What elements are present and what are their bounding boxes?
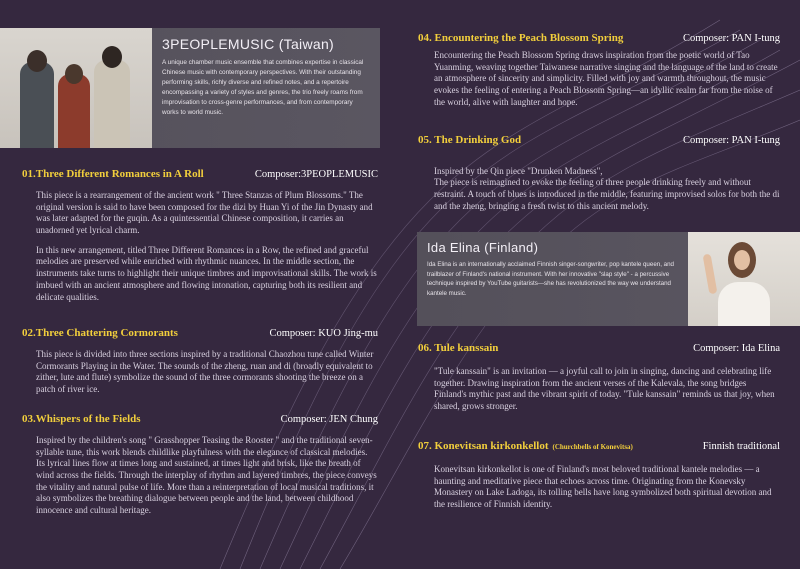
piece-description: This piece is a rearrangement of the ancient work " Three Stanzas of Plum Blossoms." The original version is said to have been composed for the dizi by Huan Yi of the Jin Dynasty and was later adapted for the guqin. As a quintessential Chinese composition, it carries an unadorned yet lyrical charm. xyxy=(36,190,373,236)
piece-composer: Finnish traditional xyxy=(702,441,780,452)
artist-description: Ida Elina is an internationally acclaimed Finnish singer-songwriter, pop kantele queen, and trailblazer of Finland's national instrument. With her innovative "slap style" - a percussive technique inspired by YouTube guitarists—she has revolutionized the way we understand kantele music. xyxy=(427,261,674,297)
piece-title: 05. The Drinking God xyxy=(418,134,522,146)
piece-title: 07. Konevitsan kirkonkellot xyxy=(418,440,549,452)
piece-05 xyxy=(418,134,780,224)
piece-composer: Composer: PAN I-tung xyxy=(682,33,780,44)
artist-name: Ida Elina (Finland) xyxy=(427,240,539,255)
piece-title: 01.Three Different Romances in A Roll xyxy=(22,168,204,180)
piece-description: Inspired by the Qin piece "Drunken Madness", The piece is reimagined to evoke the feeling of three people drinking freely and without restraint. A touch of blues is introduced in the middle, featuring improvised solos for both the di and the zheng, bringing a fresh twist to this ancient melody. xyxy=(434,165,780,211)
piece-description: In this new arrangement, titled Three Different Romances in a Row, the refined and graceful melodies are preserved while enriched with rhythmic nuances. In the middle section, the instruments take turns to highlight their unique timbres and improvisational skills. The work is imbued with an ancient atmosphere and flowing intonation, capturing both its resilient and delicate qualities. xyxy=(36,244,377,302)
piece-01 xyxy=(22,168,378,303)
piece-04 xyxy=(418,32,780,108)
piece-composer: Composer: JEN Chung xyxy=(280,414,378,425)
piece-title: 03.Whispers of the Fields xyxy=(22,413,141,425)
piece-03 xyxy=(22,413,378,517)
ensemble-description: A unique chamber music ensemble that combines expertise in classical Chinese music with contemporary perspectives. With their outstanding performing skills, richly diverse and refined notes, and a repertoire encompassing a variety of styles and genres, the trio freely roams from improvisation to cross-genre performances, and from contemporary works to world music. xyxy=(162,59,364,116)
piece-description: Inspired by the children's song " Grasshopper Teasing the Rooster " and the traditional seven-syllable tune, this work blends childlike playfulness with the elegance of classical melodies. Its lyrical lines flow at times long and sustained, at times light and brisk, like the breath of wind across the fields. Through the interplay of rhythm and layered timbres, the piece conveys the vitality and natural pulse of life. More than a reinterpretation of local musical traditions, it also symbolizes the breathing dialogue between people and the land, between childhood innocence and cultural heritage. xyxy=(36,435,377,516)
piece-composer: Composer: PAN I-tung xyxy=(682,135,780,146)
piece-title: 04. Encountering the Peach Blossom Spring xyxy=(418,32,624,44)
piece-06 xyxy=(418,342,780,413)
piece-description: Encountering the Peach Blossom Spring draws inspiration from the poetic world of Tao Yuanming, weaving together Taiwanese narrative singing and the language of the land to create an atmosphere of sincerity and simplicity. Filled with joy and warmth throughout, the music evokes the feeling of entering a Peach Blossom Spring—an idyllic realm far from the noise of the world, alive with laughter and hope. xyxy=(434,50,778,107)
piece-07 xyxy=(418,440,780,511)
piece-description: Konevitsan kirkonkellot is one of Finland's most beloved traditional kantele melodies — a haunting and meditative piece that echoes across time. Originating from the Konevsky Monastery on Lake Ladoga, its tolling bells have long symbolized both spiritual devotion and the resilience of Finnish identity. xyxy=(434,464,772,510)
piece-title: 06. Tule kanssain xyxy=(418,342,499,354)
piece-composer: Composer: KUO Jing-mu xyxy=(269,328,378,339)
piece-title: 02.Three Chattering Cormorants xyxy=(22,327,178,339)
piece-subtitle: (Churchbells of Konevitsa) xyxy=(552,443,633,451)
ensemble-card-3peoplemusic xyxy=(0,28,380,148)
piece-description: This piece is divided into three sections inspired by a traditional Chaozhou tune called Winter Cormorants Playing in the Water. The sounds of the zheng, ruan and di (broadly equivalent to zither, lute and flute) symbolize the sound of the three cormorants shooting the breeze on a patch of river ice. xyxy=(36,349,374,395)
piece-composer: Composer:3PEOPLEMUSIC xyxy=(254,169,378,180)
piece-composer: Composer: Ida Elina xyxy=(693,343,780,354)
ensemble-photo xyxy=(0,28,152,148)
ensemble-name: 3PEOPLEMUSIC (Taiwan) xyxy=(162,36,335,52)
piece-02 xyxy=(22,327,378,396)
artist-photo xyxy=(688,232,800,326)
artist-card-ida-elina xyxy=(417,232,800,326)
piece-description: "Tule kanssain" is an invitation — a joyful call to join in singing, dancing and celebrating life together. Drawing inspiration from the ancient verses of the Kalevala, the song bridges Finland's mythic past and the vibrant spirit of today. "Tule kanssain" reminds us that joy, when shared, grows stronger. xyxy=(434,366,775,412)
